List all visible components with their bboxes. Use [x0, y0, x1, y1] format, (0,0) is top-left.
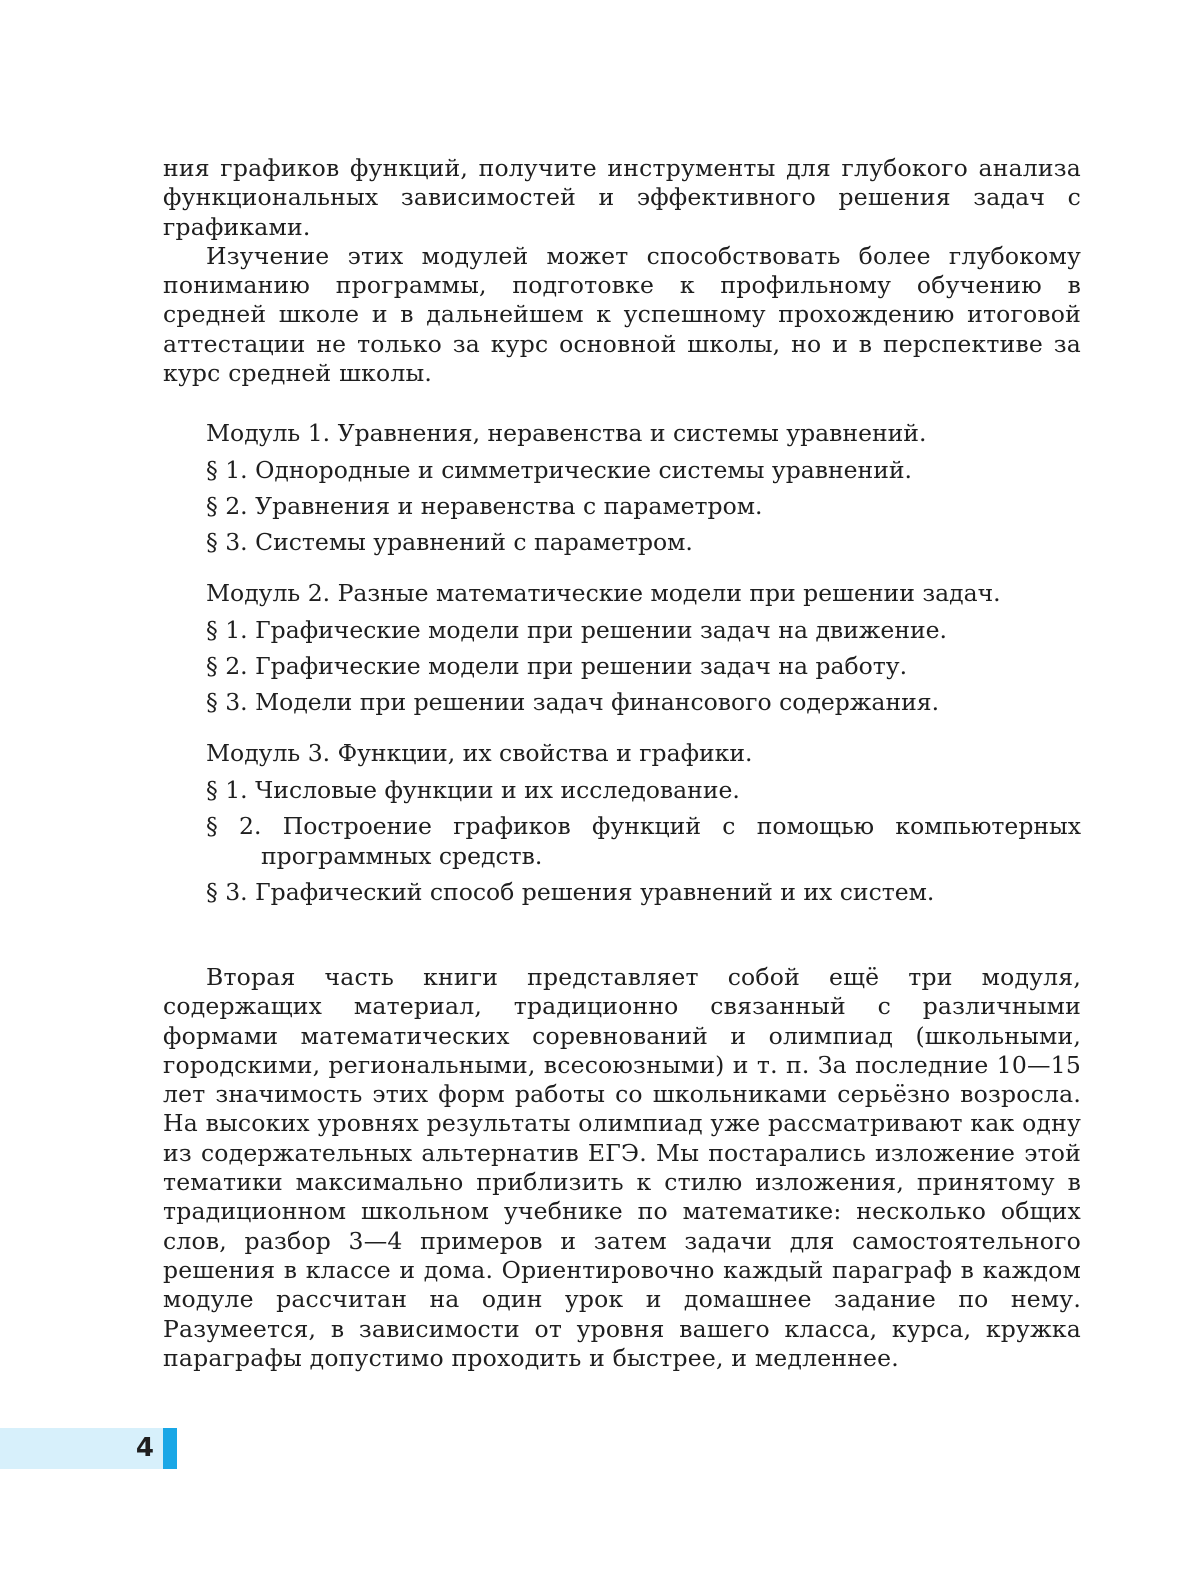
page-number-accent-bar — [163, 1428, 177, 1469]
module-2 — [163, 578, 1081, 717]
intro-paragraph-2: Изучение этих модулей может способствовать более глубокому пониманию программы, подготовке к профильному обучению в средней школе и в дальнейшем к успешному прохождению итоговой аттестации не только за курс основной школы, но и в перспективе за курс средней школы. — [163, 241, 1081, 388]
module-section: § 1. Числовые функции и их исследование. — [206, 776, 740, 804]
module-section: § 3. Системы уравнений с параметром. — [206, 528, 693, 556]
intro-paragraph-1: ния графиков функций, получите инструменты для глубокого анализа функциональных зависимостей и эффективного решения задач с графиками. — [163, 154, 1081, 241]
module-title: Модуль 3. Функции, их свойства и графики. — [206, 739, 753, 767]
module-title: Модуль 2. Разные математические модели при решении задач. — [206, 579, 1001, 607]
module-section: § 2. Построение графиков функций с помощью компьютерных программных средств. — [206, 812, 1081, 870]
module-1 — [163, 418, 1081, 557]
module-section: § 3. Графический способ решения уравнений и их систем. — [206, 878, 935, 906]
modules-contents — [163, 418, 1081, 928]
module-section: § 2. Графические модели при решении задач на работу. — [206, 652, 908, 680]
module-3 — [163, 738, 1081, 907]
second-part-text — [163, 963, 1081, 1373]
module-section: § 1. Однородные и симметрические системы уравнений. — [206, 456, 913, 484]
second-part-paragraph: Вторая часть книги представляет собой ещё три модуля, содержащих материал, традиционно связанный с различными формами математических соревнований и олимпиад (школьными, городскими, региональными, всесоюзными) и т. п. За последние 10—15 лет значимость этих форм работы со школьниками серьёзно возросла. На высоких уровнях результаты олимпиад уже рассматривают как одну из содержательных альтернатив ЕГЭ. Мы постарались изложение этой тематики максимально приблизить к стилю изложения, принятому в традиционном школьном учебнике по математике: несколько общих слов, разбор 3—4 примеров и затем задачи для самостоятельного решения в классе и дома. Ориентировочно каждый параграф в каждом модуле рассчитан на один урок и домашнее задание по нему. Разумеется, в зависимости от уровня вашего класса, курса, кружка параграфы допустимо проходить и быстрее, и медленнее. — [163, 963, 1081, 1372]
page-number: 4 — [135, 1433, 154, 1463]
module-section: § 2. Уравнения и неравенства с параметром. — [206, 492, 763, 520]
intro-text — [163, 154, 1081, 388]
module-section: § 1. Графические модели при решении задач на движение. — [206, 616, 948, 644]
module-title: Модуль 1. Уравнения, неравенства и системы уравнений. — [206, 419, 927, 447]
module-section: § 3. Модели при решении задач финансового содержания. — [206, 688, 940, 716]
